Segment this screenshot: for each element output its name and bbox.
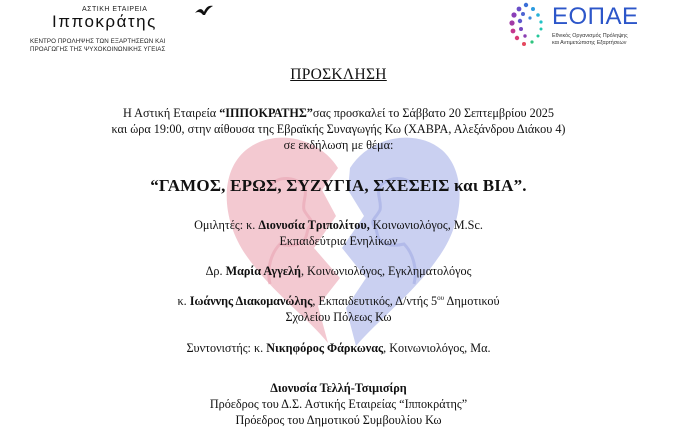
logo-tagline-2: ΠΡΟΑΓΩΓΗΣ ΤΗΣ ΨΥΧΟΚΟΙΝΩΝΙΚΗΣ ΥΓΕΙΑΣ — [30, 46, 166, 53]
hippocrates-logo — [30, 4, 220, 56]
speaker-1-role: Κοινωνιολόγος, M.Sc. — [369, 218, 483, 232]
eopae-dots-icon — [508, 2, 548, 48]
invitation-heading: ΠΡΟΣΚΛΗΣΗ — [290, 66, 387, 83]
speaker-1-name: Διονυσία Τριπολίτου, — [258, 218, 370, 232]
speaker-2-name: Μαρία Αγγελή — [225, 264, 301, 278]
intro-line-3: σε εκδήλωση με θέμα: — [283, 138, 394, 152]
speaker-3-prefix: κ. — [177, 294, 190, 309]
speaker-3-role-a: , Εκπαιδευτικός, Δ/ντής 5 — [312, 294, 438, 309]
eopae-subtitle-1: Εθνικός Οργανισμός Πρόληψης — [552, 33, 628, 39]
signature-title-1: Πρόεδρος του Δ.Σ. Αστικής Εταιρείας “Ιπποκράτης” — [209, 397, 468, 411]
speaker-1-label: Ομιλητές: κ. — [194, 218, 259, 232]
signature-name: Διονυσία Τελλή-Τσιμισίρη — [270, 381, 407, 395]
bird-icon — [194, 4, 214, 18]
eopae-logo — [508, 2, 668, 50]
intro-line-1 — [0, 106, 677, 121]
speaker-3-name: Ιωάννης Διακομανώλης — [189, 294, 313, 309]
intro-line-2: και ώρα 19:00, στην αίθουσα της Εβραϊκής Συναγωγής Κω (ΧΑΒΡΑ, Αλεξάνδρου Διάκου 4) — [111, 122, 566, 136]
speaker-2 — [0, 264, 677, 279]
signature-title-2: Πρόεδρος του Δημοτικού Συμβουλίου Κω — [235, 413, 442, 427]
intro-line-1-post: σας προσκαλεί το Σάββατο 20 Σεπτεμβρίου 2025 — [312, 106, 554, 120]
speaker-3 — [0, 294, 677, 309]
speaker-2-role: , Κοινωνιολόγος, Εγκληματολόγος — [300, 264, 472, 278]
coordinator-label: Συντονιστής: κ. — [186, 341, 267, 355]
logo-small-text: ΑΣΤΙΚΗ ΕΤΑΙΡΕΙΑ — [82, 6, 148, 13]
eopae-title: ΕΟΠΑΕ — [552, 3, 639, 30]
event-topic: “ΓΑΜΟΣ, ΕΡΩΣ, ΣΥΖΥΓΙΑ, ΣΧΕΣΕΙΣ και ΒΙΑ”. — [150, 176, 527, 195]
speaker-1 — [0, 218, 677, 233]
speaker-3-role-b: Δημοτικού — [444, 294, 500, 309]
speaker-1-role-line-2: Εκπαιδεύτρια Ενηλίκων — [279, 234, 398, 248]
coordinator — [0, 341, 677, 356]
logo-name: Ιπποκράτης — [52, 12, 157, 31]
intro-org-name: “ΙΠΠΟΚΡΑΤΗΣ” — [219, 106, 313, 120]
intro-line-1-pre: Η Αστική Εταιρεία — [122, 106, 220, 120]
speaker-2-prefix: Δρ. — [205, 264, 226, 278]
eopae-subtitle-2: και Αντιμετώπισης Εξαρτήσεων — [552, 40, 627, 46]
speaker-3-role-line-2: Σχολείου Πόλεως Κω — [285, 310, 392, 324]
coordinator-name: Νικηφόρος Φάρκωνας — [266, 341, 384, 355]
logo-tagline-1: ΚΕΝΤΡΟ ΠΡΟΛΗΨΗΣ ΤΩΝ ΕΞΑΡΤΗΣΕΩΝ ΚΑΙ — [30, 38, 166, 45]
speaker-3-superscript: ου — [437, 294, 445, 302]
coordinator-role: , Κοινωνιολόγος, Μα. — [383, 341, 491, 355]
